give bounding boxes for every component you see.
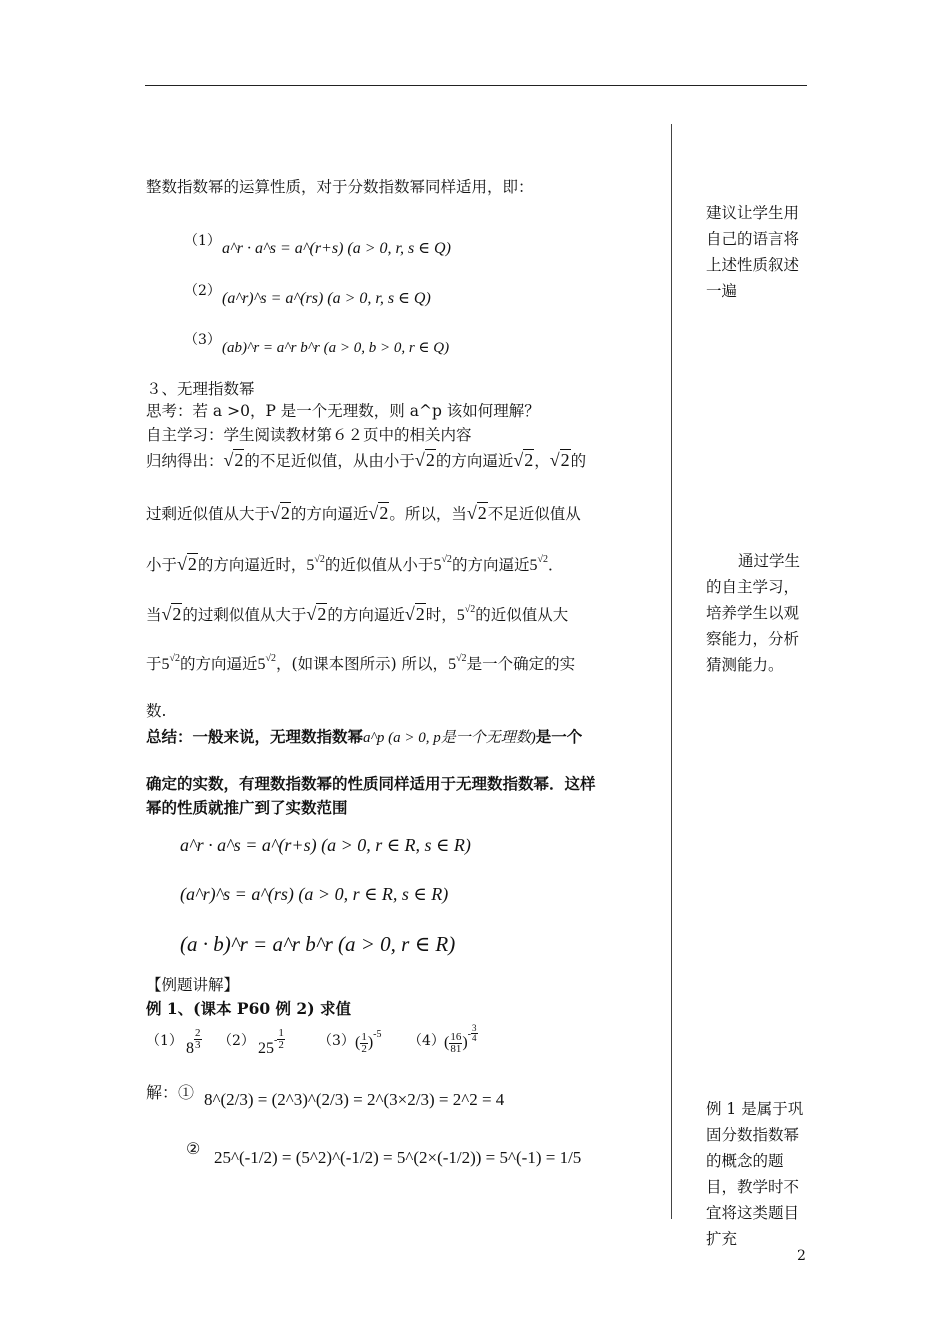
- sqrt-2: √2: [549, 450, 570, 470]
- margin-divider: [671, 124, 672, 1219]
- rule-2-num: （2）: [184, 283, 221, 299]
- five-pow-sqrt2: $5^{√2}$: [257, 653, 277, 673]
- sqrt-2: √2: [404, 604, 425, 624]
- five-pow-sqrt2: $5^{√2}$: [456, 604, 476, 624]
- summary-line-3: 幂的性质就推广到了实数范围: [146, 798, 348, 817]
- rule-3-formula: (ab)^r = a^r b^r (a > 0, b > 0, r ∈ Q): [222, 340, 450, 356]
- real-rule-3: (a · b)^r = a^r b^r (a > 0, r ∈ R): [180, 932, 456, 956]
- example-header: 【例题讲解】: [146, 976, 240, 994]
- circle-2: ②: [186, 1139, 201, 1158]
- summary-formula: a^p (a > 0, p是一个无理数): [363, 730, 536, 746]
- ex-item-2-expr: 25- $\frac{1}{2}$: [258, 1027, 284, 1058]
- page-number: 2: [797, 1248, 806, 1264]
- sqrt-2: √2: [177, 554, 197, 574]
- sqrt-2: √2: [161, 604, 182, 624]
- induction-line-1: 归纳得出：√2的不足近似值，从由小于√2的方向逼近√2，√2的: [146, 450, 587, 470]
- real-rule-1: a^r · a^s = a^(r+s) (a > 0, r ∈ R, s ∈ R): [180, 835, 471, 855]
- think-question: 思考：若 a >0，P 是一个无理数，则 a^p 该如何理解？: [146, 402, 540, 420]
- five-pow-sqrt2: $5^{√2}$: [433, 554, 452, 574]
- induction-line-5: 于$5^{√2}$的方向逼近$5^{√2}$，(如课本图所示) 所以，$5^{√2}$是一个确定的实: [146, 653, 576, 673]
- solution-label: 解：①: [146, 1083, 195, 1102]
- self-study-text: 自主学习：学生阅读教材第６２页中的相关内容: [146, 426, 472, 444]
- ex-item-1-num: （1）: [146, 1033, 183, 1049]
- real-rule-2: (a^r)^s = a^(rs) (a > 0, r ∈ R, s ∈ R): [180, 884, 449, 904]
- ex-item-4-expr: ( $\frac{16}{81}$ )- $\frac{3}{4}$: [444, 1023, 477, 1055]
- induction-line-4: 当√2的过剩似值从大于√2的方向逼近√2时，$5^{√2}$的近似值从大: [146, 604, 569, 624]
- sqrt-2: √2: [414, 450, 435, 470]
- five-pow-sqrt2: $5^{√2}$: [161, 653, 181, 673]
- sqrt-2: √2: [306, 604, 327, 624]
- circle-1: ①: [178, 1083, 195, 1102]
- ex-item-3-num: （3）: [318, 1033, 355, 1049]
- sidebar-note-1: 建议让学生用自己的语言将上述性质叙述一遍: [706, 204, 800, 300]
- induction-line-6: 数.: [146, 702, 167, 720]
- induction-line-2: 过剩近似值从大于√2的方向逼近√2。所以，当√2不足近似值从: [146, 503, 581, 523]
- sidebar-note-3: 例 1 是属于巩固分数指数幂的概念的题目，教学时不宜将这类题目扩充: [706, 1100, 804, 1248]
- rule-2-formula: (a^r)^s = a^(rs) (a > 0, r, s ∈ Q): [222, 290, 431, 307]
- five-pow-sqrt2: $5^{√2}$: [529, 554, 548, 574]
- sqrt-2: √2: [513, 450, 534, 470]
- rule-1-num: （1）: [184, 233, 221, 249]
- header-rule: [145, 85, 807, 86]
- induction-line-3: 小于√2的方向逼近时，$5^{√2}$的近似值从小于$5^{√2}$的方向逼近$5^{√2}$．: [146, 554, 564, 574]
- ex-item-1-expr: 8 $\frac{2}{3}$: [186, 1027, 201, 1058]
- summary-line-2: 确定的实数，有理数指数幂的性质同样适用于无理数指数幂．这样: [146, 774, 596, 793]
- five-pow-sqrt2: $5^{√2}$: [306, 554, 325, 574]
- five-pow-sqrt2: $5^{√2}$: [448, 653, 467, 673]
- ex-item-3-expr: ( $\frac{1}{2}$ )$^{-5}$: [355, 1029, 382, 1055]
- sqrt-2: √2: [368, 503, 389, 523]
- ex-item-4-num: （4）: [408, 1033, 445, 1049]
- sqrt-2: √2: [466, 503, 487, 523]
- sqrt-2: √2: [223, 450, 244, 470]
- sqrt-2: √2: [270, 503, 290, 523]
- summary-line-1: 总结：一般来说，无理数指数幂a^p (a > 0, p是一个无理数)是一个: [146, 727, 583, 746]
- solution-1: 8^(2/3) = (2^3)^(2/3) = 2^(3×2/3) = 2^2 = 4: [204, 1090, 505, 1109]
- rule-3-num: （3）: [184, 332, 221, 348]
- solution-2: 25^(-1/2) = (5^2)^(-1/2) = 5^(2×(-1/2)) = 5^(-1) = 1/5: [214, 1148, 582, 1167]
- intro-text: 整数指数幂的运算性质，对于分数指数幂同样适用，即：: [146, 178, 534, 196]
- sidebar-note-2: 通过学生的自主学习，培养学生以观察能力，分析猜测能力。: [706, 552, 801, 674]
- section-3-heading: ３、无理指数幂: [146, 380, 255, 398]
- ex-item-2-num: （2）: [218, 1033, 255, 1049]
- rule-1-formula: a^r · a^s = a^(r+s) (a > 0, r, s ∈ Q): [222, 240, 451, 257]
- example-1-title: 例 1、(课本 P60 例 2) 求值: [146, 999, 351, 1018]
